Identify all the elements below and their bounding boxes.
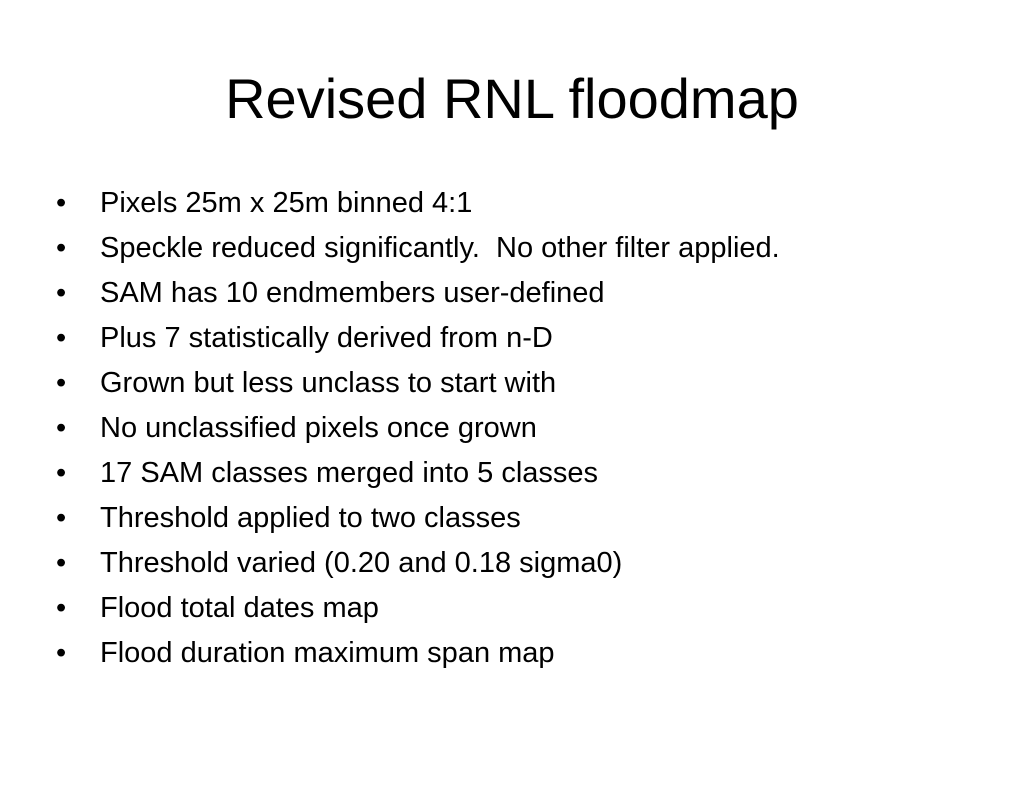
bullet-icon: • [56, 322, 67, 354]
bullet-text: 17 SAM classes merged into 5 classes [100, 457, 599, 489]
bullet-text: Flood duration maximum span map [100, 637, 555, 669]
bullet-icon: • [56, 547, 67, 579]
bullet-list [56, 181, 996, 676]
bullet-icon: • [56, 592, 67, 624]
bullet-item [56, 541, 996, 586]
bullet-item [56, 361, 996, 406]
bullet-item [56, 631, 996, 676]
bullet-icon: • [56, 187, 67, 219]
bullet-text: Threshold applied to two classes [100, 502, 521, 534]
bullet-item [56, 451, 996, 496]
bullet-item [56, 406, 996, 451]
bullet-item [56, 181, 996, 226]
bullet-text: Pixels 25m x 25m binned 4:1 [100, 187, 473, 219]
bullet-icon: • [56, 232, 67, 264]
bullet-item [56, 496, 996, 541]
bullet-text: Plus 7 statistically derived from n-D [100, 322, 553, 354]
bullet-text: SAM has 10 endmembers user-defined [100, 277, 605, 309]
bullet-item [56, 316, 996, 361]
bullet-item [56, 226, 996, 271]
bullet-icon: • [56, 412, 67, 444]
bullet-text: Flood total dates map [100, 592, 379, 624]
bullet-icon: • [56, 367, 67, 399]
bullet-icon: • [56, 637, 67, 669]
bullet-text: Grown but less unclass to start with [100, 367, 557, 399]
bullet-icon: • [56, 457, 67, 489]
bullet-icon: • [56, 277, 67, 309]
bullet-item [56, 271, 996, 316]
bullet-icon: • [56, 502, 67, 534]
bullet-text: No unclassified pixels once grown [100, 412, 537, 444]
bullet-text: Threshold varied (0.20 and 0.18 sigma0) [100, 547, 623, 579]
bullet-item [56, 586, 996, 631]
bullet-text: Speckle reduced significantly. No other filter applied. [100, 232, 780, 264]
slide-title: Revised RNL floodmap [225, 67, 799, 130]
